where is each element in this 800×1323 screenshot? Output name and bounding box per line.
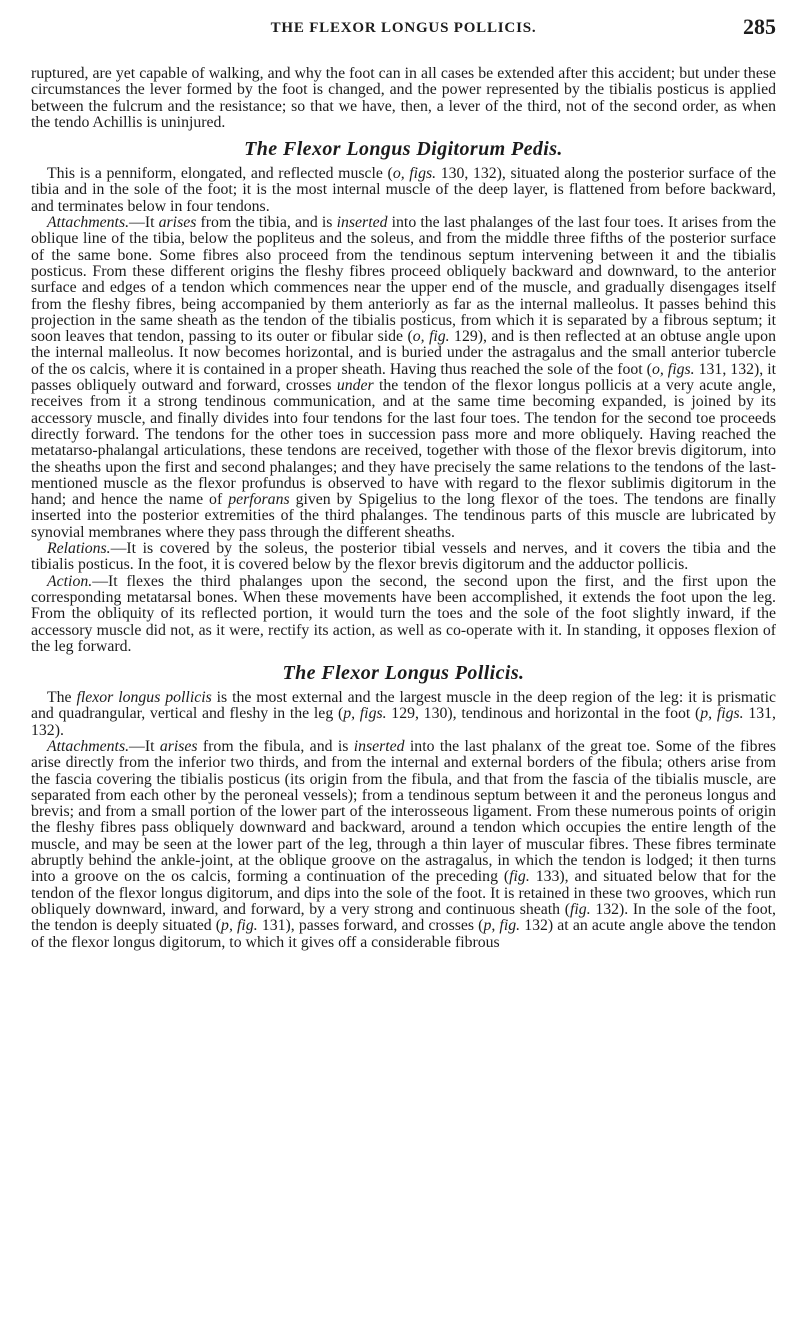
paragraph-digitorum-action: Action.—It flexes the third phalanges upon the second, the second upon the first, and the first upon the corresponding metatarsal bones. When these movements have been accomplished, it extends the foot upon the leg. From the obliquity of its reflected portion, it would turn the toes and the sole of the foot slightly inward, if the accessory muscle did not, as it were, rectify its action, as well as co-operate with it. In standing, it opposes flexion of the leg forward. — [31, 572, 776, 655]
running-header — [31, 14, 776, 54]
subheading-attachments: Attachments. — [47, 737, 130, 755]
figure-reference: o, fig. — [412, 328, 450, 346]
paragraph-pollicis-attachments: Attachments.—It arises from the fibula, and is inserted into the last phalanx of the great toe. Some of the fibres arise directly from the inferior two thirds, and from the internal and external borders of the fibula; others arise from the fascia covering the tibialis posticus (its origin from the fibula, and that from the fascia of the tibialis muscle, are separated from each other by the peroneal vessels); from a tendinous septum between it and the peroneus longus and brevis; and from a small portion of the lower part of the interosseous ligament. From these numerous points of origin the fleshy fibres pass obliquely downward and backward, around a tendon which occupies the entire length of the muscle, and may be seen at the lower part of the leg, through a thin layer of muscular fibres. These fibres terminate abruptly behind the ankle-joint, at the oblique groove on the astragalus, in which the tendon is lodged; it then turns into a groove on the os calcis, forming a continuation of the preceding (fig. 133), and situated below that for the tendon of the flexor longus digitorum, and dips into the sole of the foot. It is retained in these two grooves, which run obliquely downward, inward, and forward, by a very strong and continuous sheath (fig. 132). In the sole of the foot, the tendon is deeply situated (p, fig. 131), passes forward, and crosses (p, fig. 132) at an acute angle above the tendon of the flexor longus digitorum, to which it gives off a considerable fibrous — [31, 737, 777, 951]
figure-reference: p, fig. — [483, 917, 521, 935]
book-page — [31, 0, 776, 1323]
section-heading-flexor-longus-digitorum: The Flexor Longus Digitorum Pedis. — [244, 138, 563, 161]
figure-reference: p, figs. — [343, 705, 387, 723]
continuation-paragraph: ruptured, are yet capable of walking, and why the foot can in all cases be extended after this accident; but under these circumstances the lever formed by the foot is changed, and the power represented by the tibialis posticus is applied between the fulcrum and the resistance; so that we have, then, a lever of the third, not of the second order, as when the tendo Achillis is uninjured. — [31, 65, 776, 131]
figure-reference: p, fig. — [221, 917, 258, 935]
subheading-attachments: Attachments. — [47, 214, 130, 232]
subheading-action: Action. — [47, 572, 93, 590]
body-text — [31, 66, 776, 951]
paragraph-digitorum-relations: Relations.—It is covered by the soleus, the posterior tibial vessels and nerves, and it covers the tibia and the tibialis posticus. In the foot, it is covered below by the flexor brevis digitorum and the adductor pollicis. — [31, 540, 776, 574]
section-heading-flexor-longus-pollicis: The Flexor Longus Pollicis. — [282, 662, 525, 685]
subheading-relations: Relations. — [47, 540, 111, 558]
running-title: THE FLEXOR LONGUS POLLICIS. — [270, 20, 537, 36]
figure-reference: fig. — [509, 868, 530, 886]
paragraph-digitorum-intro: This is a penniform, elongated, and reflected muscle (o, figs. 130, 132), situated along the posterior surface of the tibia and in the sole of the foot; it is the most internal muscle of the deep layer, is flattened from before backward, and terminates below in four tendons. — [31, 165, 776, 215]
figure-reference: o, figs. — [651, 360, 695, 378]
paragraph-pollicis-intro: The flexor longus pollicis is the most external and the largest muscle in the deep region of the leg: it is prismatic and quadrangular, vertical and fleshy in the leg (p, figs. 129, 130), tendinous and horizontal in the foot (p, figs. 131, 132). — [31, 689, 776, 739]
figure-reference: fig. — [570, 900, 591, 918]
paragraph-digitorum-attachments: Attachments.—It arises from the tibia, and is inserted into the last phalanges of the last four toes. It arises from the oblique line of the tibia, below the popliteus and the soleus, and from the middle three fifths of the posterior surface of the same bone. Some fibres also proceed from the tendinous septum intervening between it and the tibialis posticus. From these different origins the fleshy fibres proceed obliquely backward and downward, to the anterior surface and edges of a tendon which commences near the upper end of the muscle, and gradually disengages itself from the fleshy fibres, being accompanied by them anteriorly as far as the internal malleolus. It passes behind this projection in the same sheath as the tendon of the tibialis posticus, from which it is separated by a fibrous septum; it soon leaves that tendon, passing to its outer or fibular side (o, fig. 129), and is then reflected at an obtuse angle upon the internal malleolus. It now becomes horizontal, and is buried under the astragalus and the small anterior tubercle of the os calcis, where it is contained in a proper sheath. Having thus reached the sole of the foot (o, figs. 131, 132), it passes obliquely outward and forward, crosses under the tendon of the flexor longus pollicis at a very acute angle, receives from it a strong tendinous communication, and at the same time becoming expanded, is joined by its accessory muscle, and finally divides into four tendons for the last four toes. The tendon for the second toe proceeds directly forward. The tendons for the other toes in succession pass more and more obliquely. Having reached the metatarso-phalangal articulations, these tendons are received, together with those of the flexor brevis digitorum, into the sheaths upon the first and second phalanges; and they have precisely the same relations to the tendons of the last-mentioned muscle as the flexor profundus is observed to have with regard to the flexor sublimis digitorum in the hand; and hence the name of perforans given by Spigelius to the long flexor of the toes. The tendons are finally inserted into the posterior extremities of the third phalanges. The tendinous parts of this muscle are lubricated by synovial membranes where they pass through the different sheaths. — [31, 214, 776, 541]
figure-reference: o, figs. — [392, 165, 437, 183]
figure-reference: p, figs. — [700, 705, 744, 723]
page-number: 285 — [743, 14, 776, 39]
